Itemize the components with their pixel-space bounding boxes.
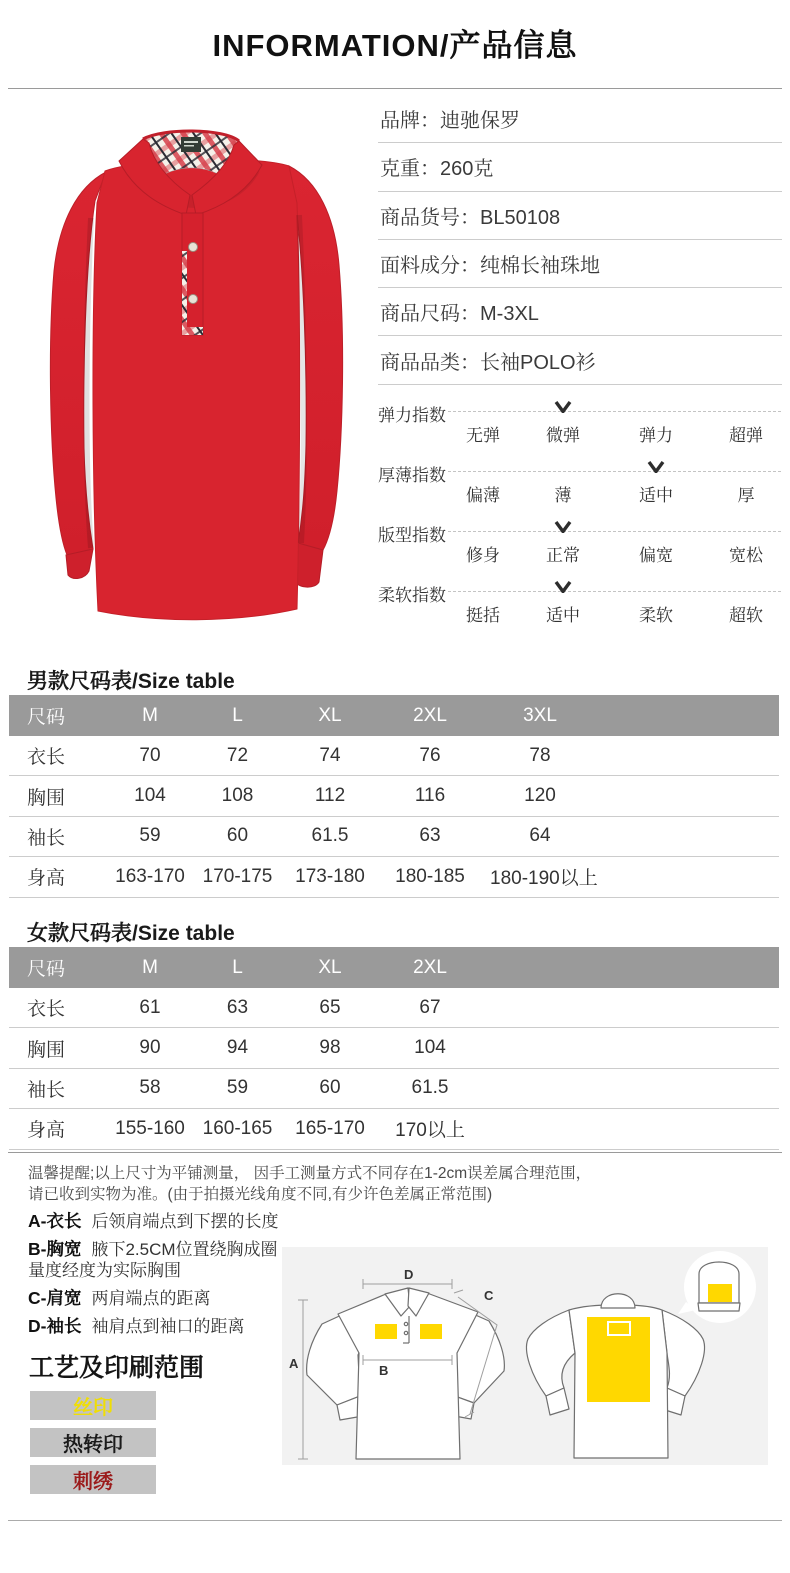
size-table-cell: 116 <box>414 785 446 807</box>
measurement-item <box>28 1239 294 1281</box>
measurement-item <box>28 1316 294 1337</box>
index-label: 弹力指数 <box>378 406 446 425</box>
size-table-cell: 90 <box>139 1037 161 1059</box>
sleeve-print-area <box>708 1284 732 1302</box>
index-option: 超弹 <box>729 426 763 445</box>
product-info-row <box>378 143 782 191</box>
index-option: 适中 <box>546 606 580 625</box>
size-table-cell: 180-190以上 <box>490 868 598 890</box>
print-area-diagram <box>282 1247 768 1465</box>
size-table-cell: 64 <box>529 825 551 847</box>
measurement-item <box>28 1211 294 1232</box>
dim-label-b: B <box>379 1363 389 1378</box>
size-table-cell: 163-170 <box>115 865 185 887</box>
warm-tips <box>28 1164 776 1205</box>
index-panel <box>378 395 785 635</box>
size-table-row <box>9 988 779 1028</box>
size-table-cell: 63 <box>226 996 249 1018</box>
size-table-header-cell: 2XL <box>413 956 447 978</box>
red-polo-shirt-image <box>5 103 365 633</box>
index-row <box>378 395 785 455</box>
index-option: 修身 <box>466 546 500 565</box>
size-table-cell: 165-170 <box>295 1117 365 1139</box>
product-info-text: 商品货号：BL50108 <box>380 206 561 229</box>
product-info-row <box>378 95 782 143</box>
index-option: 挺括 <box>466 606 500 625</box>
product-info-text: 面料成分：纯棉长袖珠地 <box>380 255 600 278</box>
size-table-row <box>9 1069 779 1109</box>
index-option: 适中 <box>639 486 673 505</box>
size-table-cell: 59 <box>139 825 161 847</box>
size-table-cell: 身高 <box>27 868 66 890</box>
shirt-measurement-diagram <box>282 1247 768 1465</box>
men-size-table <box>9 695 779 898</box>
measurement-desc: 两肩端点的距离 <box>91 1289 211 1308</box>
measurement-item <box>28 1288 294 1309</box>
size-table-cell: 173-180 <box>295 865 365 887</box>
size-table-row <box>9 817 779 857</box>
dim-label-d: D <box>404 1267 414 1282</box>
size-table-header-cell: XL <box>318 704 342 726</box>
size-table-cell: 61.5 <box>411 1077 449 1099</box>
men-size-table-title: 男款尺码表/Size table <box>27 670 235 693</box>
size-table-header-cell: 尺码 <box>27 959 66 980</box>
note-line: 请已收到实物为准。(由于拍摄光线角度不同,有少许色差属正常范围) <box>28 1185 493 1203</box>
product-info-row <box>378 240 782 288</box>
size-table-row <box>9 736 779 776</box>
size-table-header-cell: 2XL <box>413 704 447 726</box>
size-table-cell: 58 <box>139 1077 161 1099</box>
index-label: 厚薄指数 <box>378 466 446 485</box>
index-option: 无弹 <box>466 426 500 445</box>
size-table-cell: 65 <box>319 996 341 1018</box>
size-table-cell: 155-160 <box>115 1117 185 1139</box>
size-table-cell: 76 <box>419 744 441 766</box>
size-table-cell: 袖长 <box>27 1079 66 1101</box>
size-table-cell: 108 <box>221 785 254 807</box>
back-print-area <box>587 1317 650 1402</box>
dim-label-a: A <box>289 1356 299 1371</box>
size-table-cell: 身高 <box>27 1120 66 1142</box>
size-table-cell: 袖长 <box>27 827 66 849</box>
size-table-cell: 104 <box>414 1037 446 1059</box>
front-left-chest-print-area <box>375 1324 397 1339</box>
index-row <box>378 575 785 635</box>
size-table-cell: 60 <box>319 1077 341 1099</box>
size-table-cell: 120 <box>524 785 556 807</box>
notes-divider <box>8 1152 782 1153</box>
index-option: 厚 <box>737 486 755 505</box>
front-right-chest-print-area <box>420 1324 442 1339</box>
measurement-key: D-袖长 <box>28 1316 82 1336</box>
size-table-cell: 胸围 <box>27 787 66 809</box>
craft-section-title: 工艺及印刷范围 <box>29 1354 205 1382</box>
size-table-header-cell: L <box>232 956 243 978</box>
measurement-key: C-肩宽 <box>28 1288 82 1308</box>
measurement-key: B-胸宽 <box>28 1239 82 1259</box>
index-scale-line <box>448 411 781 412</box>
index-scale-line <box>448 591 781 592</box>
size-table-cell: 112 <box>314 785 346 807</box>
measurement-key: A-衣长 <box>28 1211 82 1231</box>
size-table-header-cell: 尺码 <box>27 707 66 728</box>
size-table-cell: 衣长 <box>27 747 66 769</box>
note-line: 温馨提醒;以上尺寸为平铺测量， 因手工测量方式不同存在1-2cm误差属合理范围， <box>28 1165 592 1182</box>
size-table-cell: 61 <box>139 996 161 1018</box>
size-table-cell: 94 <box>226 1037 249 1059</box>
measurement-desc: 后领肩端点到下摆的长度 <box>91 1212 279 1231</box>
index-option: 偏宽 <box>639 546 673 565</box>
product-info-panel <box>378 95 782 385</box>
index-marker-icon <box>554 521 572 533</box>
size-table-cell: 胸围 <box>27 1039 66 1061</box>
size-table-cell: 72 <box>226 744 249 766</box>
size-table-row <box>9 1028 779 1068</box>
product-info-text: 商品品类：长袖POLO衫 <box>380 351 596 374</box>
measurement-desc: 袖肩点到袖口的距离 <box>91 1317 245 1336</box>
product-info-text: 克重：260克 <box>380 158 494 181</box>
size-table-cell: 170-175 <box>202 865 273 887</box>
index-option: 微弹 <box>546 426 580 445</box>
size-table-cell: 180-185 <box>395 865 465 887</box>
size-table-cell: 98 <box>319 1037 341 1059</box>
size-table-header-cell: L <box>232 704 243 726</box>
product-info-text: 商品尺码：M-3XL <box>380 303 539 326</box>
product-info-row <box>378 288 782 336</box>
measurement-desc: 腋下2.5CM位置绕胸成圈量度经度为实际胸围 <box>28 1240 278 1280</box>
size-table-cell: 59 <box>226 1077 249 1099</box>
index-option: 薄 <box>554 486 572 505</box>
index-row <box>378 515 785 575</box>
product-photo <box>5 103 365 633</box>
index-marker-icon <box>647 461 665 473</box>
page-bottom-divider <box>8 1520 782 1521</box>
index-row <box>378 455 785 515</box>
index-option: 柔软 <box>639 606 673 625</box>
size-table-row <box>9 1109 779 1149</box>
index-scale-line <box>448 531 781 532</box>
craft-badges <box>30 1391 156 1502</box>
product-info-text: 品牌：迪驰保罗 <box>380 110 520 133</box>
size-table-cell: 78 <box>529 744 551 766</box>
size-table-cell: 63 <box>419 825 441 847</box>
size-table-header-cell: XL <box>318 956 342 978</box>
index-option: 超软 <box>729 606 763 625</box>
index-marker-icon <box>554 401 572 413</box>
index-option: 弹力 <box>639 426 673 445</box>
index-option: 宽松 <box>729 546 763 565</box>
size-table-cell: 60 <box>226 825 249 847</box>
size-table-header-cell: 3XL <box>523 704 557 726</box>
index-option: 偏薄 <box>466 486 500 505</box>
index-option: 正常 <box>546 546 580 565</box>
size-table-cell: 70 <box>139 744 161 766</box>
size-table-header <box>9 695 779 736</box>
craft-badge: 热转印 <box>30 1428 156 1457</box>
size-table-cell: 61.5 <box>311 825 349 847</box>
size-table-header-cell: M <box>142 956 158 978</box>
size-table-row <box>9 857 779 897</box>
header-divider <box>8 88 782 89</box>
index-marker-icon <box>554 581 572 593</box>
size-table-row <box>9 776 779 816</box>
index-scale-line <box>448 471 781 472</box>
page-title: INFORMATION/产品信息 <box>212 28 578 63</box>
women-size-table-title: 女款尺码表/Size table <box>27 922 235 945</box>
dim-label-c: C <box>484 1288 494 1303</box>
size-table-header <box>9 947 779 988</box>
index-label: 柔软指数 <box>378 586 446 605</box>
size-table-cell: 104 <box>134 785 166 807</box>
measurement-legend <box>28 1211 294 1344</box>
craft-badge: 丝印 <box>30 1391 156 1420</box>
size-table-header-cell: M <box>142 704 158 726</box>
size-table-cell: 74 <box>319 744 341 766</box>
size-table-cell: 170以上 <box>395 1120 465 1142</box>
size-table-cell: 衣长 <box>27 999 66 1021</box>
product-info-row <box>378 192 782 240</box>
size-table-cell: 160-165 <box>202 1117 273 1139</box>
women-size-table <box>9 947 779 1150</box>
product-info-row <box>378 336 782 384</box>
craft-badge: 刺绣 <box>30 1465 156 1494</box>
index-label: 版型指数 <box>378 526 446 545</box>
size-table-cell: 67 <box>419 996 441 1018</box>
